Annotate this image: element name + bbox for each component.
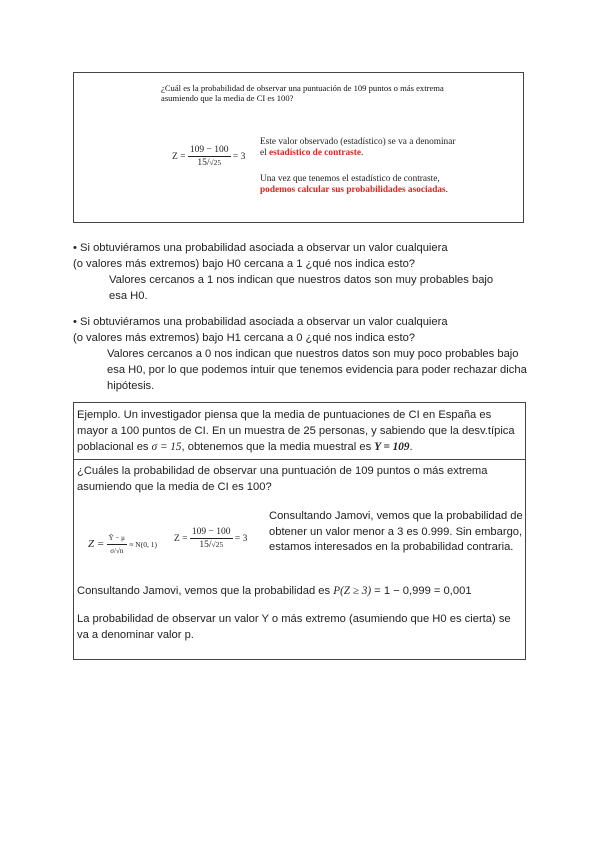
zs-denominator: 15/√25 <box>199 540 224 550</box>
probability-note <box>260 174 460 196</box>
zg-numerator: Ȳ − μ <box>107 533 127 545</box>
z-specific-formula <box>174 527 247 551</box>
example-intro <box>77 407 517 455</box>
z-fraction <box>188 145 231 169</box>
probability-result <box>77 583 517 599</box>
note2-end: . <box>445 185 448 195</box>
z-lhs: Z = <box>172 152 186 163</box>
zs-denominator-den: √25 <box>211 540 224 549</box>
jamovi-note: Consultando Jamovi, vemos que la probabilidad de obtener un valor menor a 3 es 0.999. Sin embargo, estamos interesados en la probabilidad contraria. <box>269 510 523 553</box>
zs-result: = 3 <box>234 534 248 545</box>
zs-lhs: Z = <box>174 534 188 545</box>
example-box <box>73 402 526 660</box>
p-value-conclusion: La probabilidad de observar un valor Y o más extremo (asumiendo que H0 es cierta) se va a denominar valor p. <box>77 613 511 641</box>
note1-highlight: estadístico de contraste <box>269 148 361 158</box>
z-formula <box>172 145 245 169</box>
zg-dist: ≈ N(0, 1) <box>129 540 157 550</box>
sigma-value: σ = 15 <box>151 441 182 453</box>
zs-denominator-num: 15 <box>199 540 209 550</box>
statistic-note <box>260 137 460 159</box>
bullet-h0-line1: • Si obtuviéramos una probabilidad asociada a observar un valor cualquiera <box>73 242 448 254</box>
z-denominator-den: √25 <box>209 158 222 167</box>
bullet-h0-line2: (o valores más extremos) bajo H0 cercana a 1 ¿qué nos indica esto? <box>73 258 416 270</box>
example-intro-text: Ejemplo. Un investigador piensa que la media de puntuaciones de CI en España es mayor a 100 puntos de CI. En un muestra de 25 personas, y sabiendo que la desv.típica poblacional es <box>77 409 515 453</box>
z-denominator-num: 15 <box>197 158 207 168</box>
zg-denominator: σ/√n <box>110 547 124 555</box>
z-numerator: 109 − 100 <box>189 145 229 155</box>
note1-text: Este valor observado (estadístico) se va a denominar el <box>260 137 456 158</box>
example-question: ¿Cuáles la probabilidad de observar una puntuación de 109 puntos o más extrema asumiendo que la media de CI es 100? <box>77 465 488 493</box>
note1-end: . <box>360 148 364 158</box>
bullet-h1-answer: Valores cercanos a 0 nos indican que nuestros datos son muy poco probables bajo esa H0, por lo que podemos intuir que tenemos evidencia para poder rechazar dicha hipótesis. <box>107 348 527 392</box>
zs-fraction <box>190 527 233 551</box>
bullet-h0-answer: Valores cercanos a 1 nos indican que nuestros datos son muy probables bajo esa H0. <box>109 274 494 302</box>
note2-highlight: podemos calcular sus probabilidades asociadas <box>260 185 446 195</box>
bullet-h1-line1: • Si obtuviéramos una probabilidad asociada a observar un valor cualquiera <box>73 316 448 328</box>
bullet-h1-line2: (o valores más extremos) bajo H1 cercana a 0 ¿qué nos indica esto? <box>73 332 416 344</box>
bullet-h0 <box>73 240 513 304</box>
example-intro-end: . <box>409 441 413 453</box>
consult-text: Consultando Jamovi, vemos que la probabilidad es <box>77 585 334 597</box>
z-denominator: 15/√25 <box>197 158 222 168</box>
z-general-formula <box>88 533 157 557</box>
statistic-question: ¿Cuál es la probabilidad de observar una puntuación de 109 puntos o más extrema asumiendo que la media de CI es 100? <box>161 83 444 103</box>
consult-formula: P(Z ≥ 3) <box>333 585 372 597</box>
note2-text: Una vez que tenemos el estadístico de contraste, <box>260 174 440 184</box>
example-intro-mid: , obtenemos que la media muestral es <box>181 441 375 453</box>
zg-lhs: Z = <box>88 538 105 551</box>
statistic-box <box>73 72 524 223</box>
consult-end: = 1 − 0,999 = 0,001 <box>371 585 472 597</box>
bullet-h1 <box>73 314 533 394</box>
z-result: = 3 <box>232 152 246 163</box>
divider <box>74 459 525 460</box>
sample-mean-value: Y = 109 <box>374 441 410 453</box>
zg-fraction <box>107 533 127 557</box>
zs-numerator: 109 − 100 <box>191 527 231 537</box>
